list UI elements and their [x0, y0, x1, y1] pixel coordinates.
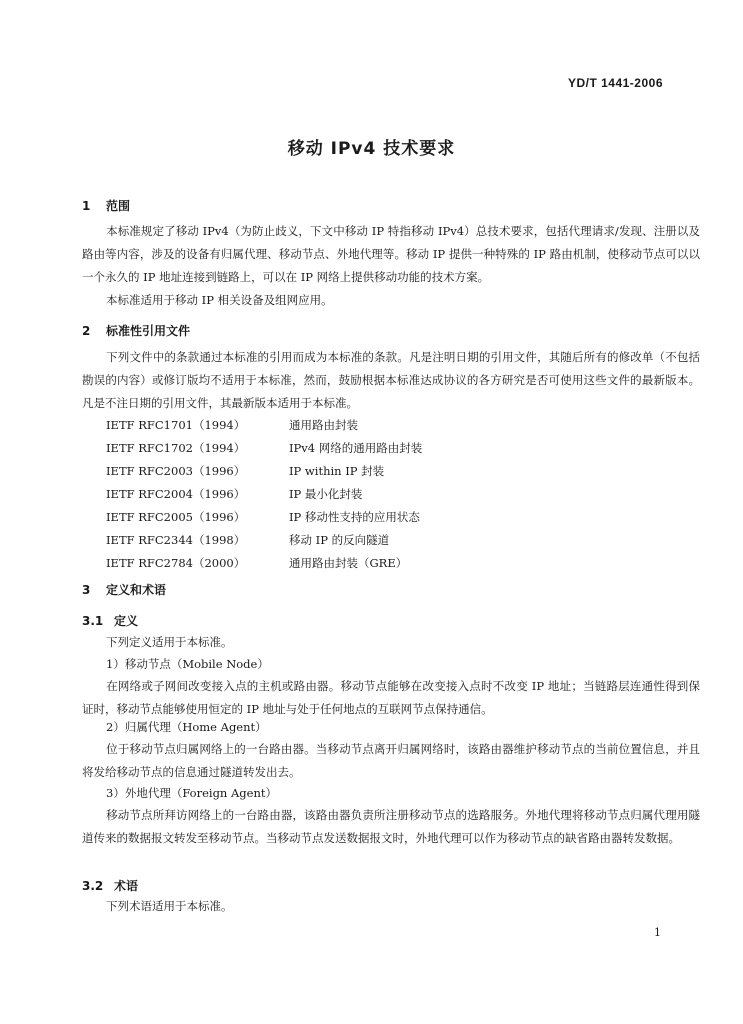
subsection-3-1-heading — [82, 612, 138, 629]
definition-text — [82, 738, 700, 784]
reference-code: IETF RFC2784（2000） — [106, 556, 246, 570]
reference-item — [106, 463, 384, 479]
standard-number: YD/T 1441-2006 — [567, 76, 663, 90]
definition-term: 3）外地代理（Foreign Agent） — [106, 786, 277, 800]
subsection-number: 3.2 — [82, 879, 104, 893]
section-title: 标准性引用文件 — [106, 324, 191, 338]
section-number: 3 — [82, 583, 91, 597]
document-title: 移动 IPv4 技术要求 — [287, 139, 456, 159]
section-2-heading — [82, 322, 190, 339]
reference-item — [106, 486, 362, 502]
reference-title: 通用路由封装（GRE） — [289, 556, 408, 570]
reference-title: 移动 IP 的反向隧道 — [289, 533, 390, 547]
section-number: 1 — [82, 199, 91, 213]
section-1-heading — [82, 197, 130, 214]
reference-title: IP within IP 封装 — [289, 464, 385, 478]
reference-title: 通用路由封装 — [289, 418, 358, 432]
reference-item — [106, 555, 407, 571]
definition-text — [82, 675, 700, 721]
reference-item — [106, 417, 358, 433]
paragraph-text: 位于移动节点归属网络上的一台路由器。当移动节点离开归属网络时，该路由器维护移动节点的当前位置信息，并且将发给移动节点的信息通过隧道转发出去。 — [82, 742, 700, 779]
section-title: 定义和术语 — [106, 583, 167, 597]
paragraph-text: 下列文件中的条款通过本标准的引用而成为本标准的条款。凡是注明日期的引用文件，其随后所有的修改单（不包括勘误的内容）或修订版均不适用于本标准，然而，鼓励根据本标准达成协议的各方研究是否可使用这些文件的最新版本。凡是不注日期的引用文件，其最新版本适用于本标准。 — [82, 350, 700, 410]
reference-code: IETF RFC1702（1994） — [106, 441, 246, 455]
paragraph-text: 移动节点所拜访网络上的一台路由器，该路由器负责所注册移动节点的选路服务。外地代理将移动节点归属代理用隧道传来的数据报文转发至移动节点。当移动节点发送数据报文时，外地代理可以作为移动节点的缺省路由器转发数据。 — [82, 808, 700, 845]
section-number: 2 — [82, 324, 91, 338]
reference-code: IETF RFC2003（1996） — [106, 464, 246, 478]
reference-title: IP 移动性支持的应用状态 — [289, 510, 420, 524]
section-title: 范围 — [106, 199, 131, 213]
subsection-3-2-heading — [82, 877, 138, 894]
paragraph-text: 本标准适用于移动 IP 相关设备及组网应用。 — [106, 293, 333, 307]
page-number: 1 — [654, 926, 661, 939]
reference-item — [106, 509, 420, 525]
reference-item — [106, 532, 389, 548]
subsection-title: 定义 — [114, 614, 139, 628]
definition-text — [82, 804, 700, 850]
definition-term: 1）移动节点（Mobile Node） — [106, 657, 269, 671]
subsection-title: 术语 — [114, 879, 139, 893]
subsection-number: 3.1 — [82, 614, 104, 628]
section-1-paragraph-1 — [82, 220, 700, 289]
section-2-intro — [82, 346, 700, 415]
reference-code: IETF RFC2344（1998） — [106, 533, 246, 547]
subsection-3-1-intro: 下列定义适用于本标准。 — [106, 635, 233, 649]
subsection-3-2-intro: 下列术语适用于本标准。 — [106, 899, 233, 913]
reference-code: IETF RFC2004（1996） — [106, 487, 246, 501]
reference-code: IETF RFC2005（1996） — [106, 510, 246, 524]
reference-code: IETF RFC1701（1994） — [106, 418, 246, 432]
reference-item — [106, 440, 422, 456]
reference-title: IPv4 网络的通用路由封装 — [289, 441, 423, 455]
paragraph-text: 本标准规定了移动 IPv4（为防止歧义，下文中移动 IP 特指移动 IPv4）总技术要求，包括代理请求/发现、注册以及路由等内容，涉及的设备有归属代理、移动节点、外地代理等。移动 IP 提供一种特殊的 IP 路由机制，使移动节点可以以一个永久的 IP 地址连接到链路上，可以在 IP 网络上提供移动功能的技术方案。 — [82, 224, 700, 284]
section-3-heading — [82, 581, 166, 598]
reference-title: IP 最小化封装 — [289, 487, 363, 501]
definition-term: 2）归属代理（Home Agent） — [106, 720, 267, 734]
paragraph-text: 在网络或子网间改变接入点的主机或路由器。移动节点能够在改变接入点时不改变 IP 地址；当链路层连通性得到保证时，移动节点能够使用恒定的 IP 地址与处于任何地点的互联网节点保持通信。 — [82, 679, 700, 716]
section-1-paragraph-2 — [82, 289, 700, 312]
